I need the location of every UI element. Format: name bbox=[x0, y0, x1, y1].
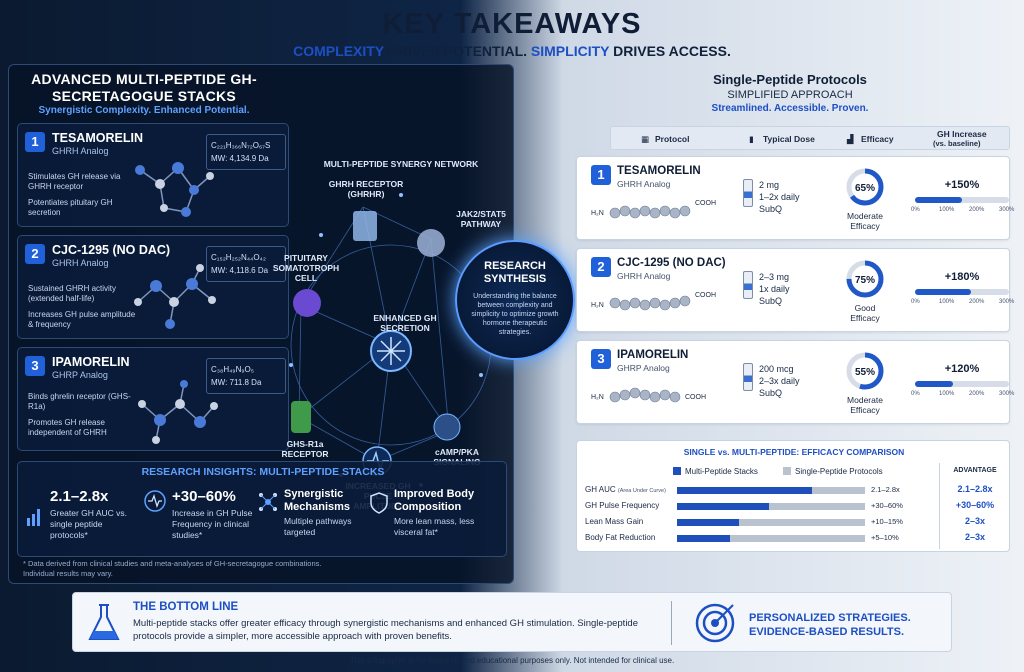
protocol-type: GHRH Analog bbox=[617, 271, 671, 281]
dose-frequency: 2–3x daily bbox=[759, 376, 800, 386]
dose-amount: 2 mg bbox=[759, 180, 780, 190]
right-header bbox=[620, 72, 960, 114]
protocol-type: GHRP Analog bbox=[617, 363, 670, 373]
bottom-text: Multi-peptide stacks offer greater efficacy through synergistic mechanisms and enhanced GH stimulation. Single-peptide protocols provide a simpler, more accessible approach with proven benefits. bbox=[133, 618, 638, 642]
dose-amount: 200 mcg bbox=[759, 364, 794, 374]
comparison-fill bbox=[677, 503, 769, 510]
comparison-label-text: Body Fat Reduction bbox=[585, 533, 656, 542]
comparison-label-note: (Area Under Curve) bbox=[617, 488, 666, 494]
subtitle-part: DRIVES ACCESS. bbox=[609, 43, 731, 59]
header bbox=[0, 0, 1024, 62]
bottom-line bbox=[72, 592, 952, 652]
multi-peptide-panel bbox=[8, 64, 514, 584]
efficacy-value: 65% bbox=[854, 183, 876, 194]
gh-increase-fill bbox=[915, 381, 953, 387]
chain-c-terminus: COOH bbox=[695, 292, 716, 299]
col-increase: GH Increase bbox=[937, 129, 987, 139]
protocol-row bbox=[576, 248, 1015, 332]
comparison-label bbox=[585, 485, 666, 494]
legend-label: Single-Peptide Protocols bbox=[795, 467, 883, 476]
gh-increase-fill bbox=[915, 289, 971, 295]
left-tagline: Synergistic Complexity. Enhanced Potential. bbox=[38, 105, 250, 116]
protocol-number: 1 bbox=[591, 165, 611, 185]
peptide-chain-icon bbox=[591, 379, 731, 409]
comparison-fill bbox=[677, 519, 739, 526]
shield-icon bbox=[370, 492, 388, 514]
tick-label: 200% bbox=[969, 391, 985, 397]
peptide-number: 1 bbox=[25, 132, 45, 152]
peptide-chain-icon bbox=[591, 287, 731, 317]
gh-increase-value: +180% bbox=[944, 271, 980, 283]
subtitle-part: COMPLEXITY bbox=[293, 43, 384, 59]
legend-swatch bbox=[673, 467, 681, 475]
protocol-row bbox=[576, 156, 1015, 240]
efficacy-label bbox=[835, 211, 895, 231]
vial-icon: ▮ bbox=[749, 134, 754, 144]
insight-item bbox=[144, 488, 252, 550]
tick-label: 100% bbox=[939, 207, 955, 213]
peptide-number: 2 bbox=[25, 244, 45, 264]
right-tagline: Streamlined. Accessible. Proven. bbox=[711, 103, 869, 114]
peptide-bullet: Promotes GH release independent of GHRH bbox=[28, 418, 107, 437]
table-header bbox=[610, 126, 1010, 150]
peptide-chain-icon bbox=[591, 195, 731, 225]
dose-route: SubQ bbox=[759, 204, 783, 214]
tick-label: 200% bbox=[969, 207, 985, 213]
peptide-name: TESAMORELIN bbox=[52, 131, 143, 145]
insight-value: +30–60% bbox=[172, 488, 236, 505]
peptide-mw: MW: 4,134.9 Da bbox=[211, 154, 269, 163]
comparison-fill bbox=[677, 487, 812, 494]
comparison-row bbox=[585, 531, 1005, 545]
protocol-name: TESAMORELIN bbox=[617, 165, 701, 177]
tick-label: 0% bbox=[911, 391, 920, 397]
protocol-number: 2 bbox=[591, 257, 611, 277]
insight-value: 2.1–2.8x bbox=[50, 488, 109, 505]
right-subtitle: SIMPLIFIED APPROACH bbox=[727, 89, 853, 101]
insight-value: Improved Body Composition bbox=[394, 488, 475, 513]
vial-icon bbox=[743, 179, 753, 207]
peptide-name: CJC-1295 (NO DAC) bbox=[52, 243, 171, 257]
legend-multi bbox=[673, 467, 758, 476]
comparison-value: +30–60% bbox=[871, 501, 903, 510]
research-insights bbox=[17, 461, 507, 557]
comparison-advantage: 2–3x bbox=[964, 532, 986, 542]
legend-swatch bbox=[783, 467, 791, 475]
calendar-icon: ▦ bbox=[641, 134, 650, 144]
pulse-icon bbox=[144, 490, 166, 512]
efficacy-label bbox=[835, 395, 895, 415]
insight-value: Synergistic Mechanisms bbox=[284, 488, 351, 513]
peptide-card bbox=[17, 347, 289, 451]
efficacy-gauge bbox=[845, 351, 885, 391]
efficacy-label-line: Good bbox=[854, 303, 876, 313]
comparison-title: SINGLE vs. MULTI-PEPTIDE: EFFICACY COMPARISON bbox=[683, 447, 905, 457]
insights-title: RESEARCH INSIGHTS: MULTI-PEPTIDE STACKS bbox=[141, 466, 385, 478]
gh-increase-bar bbox=[915, 197, 1009, 203]
network-label: cAMP/PKA bbox=[435, 447, 479, 457]
comparison-fill bbox=[677, 535, 730, 542]
peptide-card bbox=[17, 235, 289, 339]
efficacy-label-line: Efficacy bbox=[850, 221, 880, 231]
efficacy-gauge bbox=[845, 259, 885, 299]
network-icon bbox=[258, 492, 278, 512]
network-label: JAK2/STAT5 PATHWAY bbox=[456, 209, 506, 229]
comparison-advantage: 2–3x bbox=[964, 516, 986, 526]
col-dose: Typical Dose bbox=[763, 134, 815, 144]
network-label: ENHANCED GH SECRETION bbox=[373, 313, 437, 333]
network-title: MULTI-PEPTIDE SYNERGY NETWORK bbox=[323, 159, 479, 169]
single-peptide-panel bbox=[520, 64, 1016, 584]
comparison-track bbox=[677, 519, 865, 526]
efficacy-value: 55% bbox=[854, 367, 876, 378]
comparison-value: +5–10% bbox=[871, 533, 899, 542]
vial-icon bbox=[743, 271, 753, 299]
protocol-name: CJC-1295 (NO DAC) bbox=[617, 257, 726, 269]
insight-text: Increase in GH Pulse Frequency in clinical studies* bbox=[172, 508, 253, 540]
peptide-mw: MW: 711.8 Da bbox=[211, 378, 262, 387]
comparison-value: +10–15% bbox=[871, 517, 903, 526]
comparison-track bbox=[677, 503, 865, 510]
subtitle-part: DRIVES POTENTIAL. bbox=[383, 43, 531, 59]
dose-info bbox=[759, 271, 790, 307]
efficacy-gauge bbox=[845, 167, 885, 207]
bottom-slogan bbox=[749, 611, 911, 639]
peptide-mw: MW: 4,118.6 Da bbox=[211, 266, 269, 275]
dose-info bbox=[759, 363, 800, 399]
network-label: GHS-R1a RECEPTOR bbox=[281, 439, 329, 459]
efficacy-comparison bbox=[576, 440, 1010, 552]
dose-route: SubQ bbox=[759, 296, 783, 306]
protocol-type: GHRH Analog bbox=[617, 179, 671, 189]
insight-item bbox=[370, 488, 502, 550]
comparison-row bbox=[585, 499, 1005, 513]
insight-item bbox=[26, 488, 138, 550]
network-label: GHRH RECEPTOR (GHRHR) bbox=[328, 179, 404, 199]
peptide-bullet: Binds ghrelin receptor (GHS-R1a) bbox=[28, 392, 131, 411]
molecule-icon bbox=[130, 262, 220, 336]
dose-frequency: 1–2x daily bbox=[759, 192, 800, 202]
comparison-advantage: 2.1–2.8x bbox=[957, 484, 993, 494]
peptide-type: GHRH Analog bbox=[52, 258, 109, 268]
molecule-icon bbox=[130, 374, 220, 448]
peptide-formula: C₃₈H₄₉N₉O₅ bbox=[211, 365, 254, 374]
peptide-formula: C₂₂₁H₃₆₆N₇₂O₆₇S bbox=[211, 141, 271, 150]
vial-icon bbox=[743, 363, 753, 391]
col-efficacy: Efficacy bbox=[861, 134, 894, 144]
disclaimer: This infographic is for research and educational purposes only. Not intended for clinical use. bbox=[349, 656, 675, 665]
insight-text: More lean mass, less visceral fat* bbox=[394, 516, 475, 537]
comparison-track bbox=[677, 487, 865, 494]
peptide-type: GHRH Analog bbox=[52, 146, 109, 156]
chain-n-terminus: H₂N bbox=[591, 394, 604, 401]
molecule-icon bbox=[130, 150, 220, 224]
network-label: PITUITARY SOMATOTROPH CELL bbox=[272, 253, 340, 283]
chain-c-terminus: COOH bbox=[695, 200, 716, 207]
comparison-track bbox=[677, 535, 865, 542]
comparison-label bbox=[585, 501, 659, 510]
col-protocol: Protocol bbox=[655, 134, 690, 144]
peptide-formula: C₁₅₂H₂₅₂N₄₄O₄₂ bbox=[211, 253, 266, 262]
dose-info bbox=[759, 179, 800, 215]
advantage-header: ADVANTAGE bbox=[953, 467, 997, 474]
tick-label: 100% bbox=[939, 299, 955, 305]
efficacy-label bbox=[835, 303, 895, 323]
page-subtitle bbox=[0, 43, 1024, 59]
efficacy-value: 75% bbox=[854, 275, 876, 286]
tick-label: 100% bbox=[939, 391, 955, 397]
bar-chart-icon bbox=[26, 506, 42, 526]
dose-amount: 2–3 mg bbox=[759, 272, 790, 282]
peptide-number: 3 bbox=[25, 356, 45, 376]
comparison-label-text: GH AUC bbox=[585, 485, 616, 494]
tick-label: 200% bbox=[969, 299, 985, 305]
peptide-name: IPAMORELIN bbox=[52, 355, 130, 369]
slogan-line: PERSONALIZED STRATEGIES. bbox=[749, 612, 911, 624]
comparison-label-text: GH Pulse Frequency bbox=[585, 501, 660, 510]
peptide-bullet: Increases GH pulse amplitude & frequency bbox=[28, 310, 136, 329]
comparison-row bbox=[585, 483, 1005, 497]
insight-text: Multiple pathways targeted bbox=[284, 516, 352, 537]
page-title: KEY TAKEAWAYS bbox=[382, 8, 642, 40]
gh-increase-value: +120% bbox=[944, 363, 980, 375]
protocol-row bbox=[576, 340, 1015, 424]
bottom-title: THE BOTTOM LINE bbox=[133, 601, 239, 613]
insight-item bbox=[258, 488, 370, 550]
chain-c-terminus: COOH bbox=[685, 394, 706, 401]
legend-single bbox=[783, 467, 883, 476]
gh-increase-value: +150% bbox=[944, 179, 980, 191]
tick-label: 300% bbox=[999, 299, 1015, 305]
slogan-line: EVIDENCE-BASED RESULTS. bbox=[749, 626, 905, 638]
gh-increase-bar bbox=[915, 289, 1009, 295]
chain-n-terminus: H₂N bbox=[591, 210, 604, 217]
peptide-bullet: Potentiates pituitary GH secretion bbox=[28, 198, 113, 217]
right-title: Single-Peptide Protocols bbox=[713, 72, 867, 87]
comparison-label bbox=[585, 533, 655, 542]
synthesis-title: RESEARCH SYNTHESIS bbox=[483, 260, 547, 285]
gh-increase-fill bbox=[915, 197, 962, 203]
tick-label: 0% bbox=[911, 299, 920, 305]
efficacy-label-line: Efficacy bbox=[850, 405, 880, 415]
legend-label: Multi-Peptide Stacks bbox=[685, 467, 758, 476]
protocol-number: 3 bbox=[591, 349, 611, 369]
efficacy-label-line: Efficacy bbox=[850, 313, 880, 323]
efficacy-label-line: Moderate bbox=[847, 211, 883, 221]
peptide-type: GHRP Analog bbox=[52, 370, 108, 380]
efficacy-label-line: Moderate bbox=[847, 395, 883, 405]
divider bbox=[671, 601, 672, 645]
chain-n-terminus: H₂N bbox=[591, 302, 604, 309]
comparison-label-text: Lean Mass Gain bbox=[585, 517, 644, 526]
tick-label: 300% bbox=[999, 207, 1015, 213]
peptide-bullet: Stimulates GH release via GHRH receptor bbox=[28, 172, 121, 191]
protocol-name: IPAMORELIN bbox=[617, 349, 689, 361]
dose-route: SubQ bbox=[759, 388, 783, 398]
dose-frequency: 1x daily bbox=[759, 284, 790, 294]
gh-increase-bar bbox=[915, 381, 1009, 387]
comparison-value: 2.1–2.8x bbox=[871, 485, 900, 494]
comparison-label bbox=[585, 517, 643, 526]
flask-icon bbox=[87, 603, 121, 643]
left-title: ADVANCED MULTI-PEPTIDE GH-SECRETAGOGUE STACKS bbox=[31, 71, 257, 104]
target-icon bbox=[695, 601, 737, 643]
tick-label: 0% bbox=[911, 207, 920, 213]
peptide-card bbox=[17, 123, 289, 227]
col-increase-sub: (vs. baseline) bbox=[933, 139, 981, 148]
chart-icon: ▟ bbox=[847, 134, 854, 144]
subtitle-part: SIMPLICITY bbox=[530, 43, 610, 59]
tick-label: 300% bbox=[999, 391, 1015, 397]
peptide-bullet: Sustained GHRH activity (extended half-life) bbox=[28, 284, 117, 303]
synthesis-description: Understanding the balance between complexity and simplicity to optimize growth hormone therapeutic strategies. bbox=[471, 293, 559, 336]
comparison-row bbox=[585, 515, 1005, 529]
comparison-advantage: +30–60% bbox=[955, 500, 995, 510]
data-footnote: * Data derived from clinical studies and meta-analyses of GH-secretagogue combinations. Individual results may vary. bbox=[23, 559, 322, 578]
insight-text: Greater GH AUC vs. single peptide protocols* bbox=[50, 508, 127, 540]
